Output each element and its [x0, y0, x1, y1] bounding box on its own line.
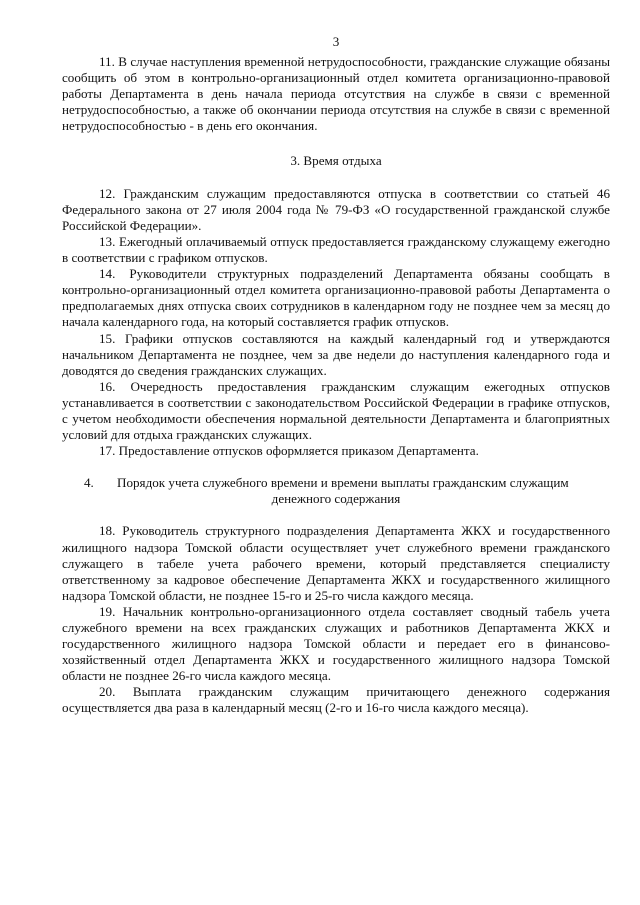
section-3-heading: 3. Время отдыха [290, 152, 382, 168]
paragraph-20: 20. Выплата гражданским служащим причитающего денежного содержания осуществляется два раза в календарный месяц (2-го и 16-го числа каждого месяца). [62, 684, 610, 716]
section-4-title-line2: денежного содержания [271, 491, 401, 507]
paragraph-14-number: 14. [99, 266, 116, 282]
paragraph-14 [62, 266, 610, 330]
page-number: 3 [332, 34, 340, 49]
paragraph-16: 16. Очередность предоставления гражданским служащим ежегодных отпусков устанавливается в соответствии с законодательством Российской Федерации в графике отпусков, с учетом необходимости обеспечения нормальной деятельности Департамента и благоприятных условий для отдыха гражданских служащих. [62, 378, 610, 443]
paragraph-12: 12. Гражданским служащим предоставляются отпуска в соответствии со статьей 46 Федерального закона от 27 июля 2004 года № 79-ФЗ «О государственной гражданской службе Российской Федерации». [62, 185, 610, 233]
paragraph-19: 19. Начальник контрольно-организационного отдела составляет сводный табель учета служебного времени на всех гражданских служащих и работников Департамента ЖКХ и государственного жилищного надзора Томской области и передает его в финансово-хозяйственный отдел Департамента ЖКХ и государственного жилищного надзора Томской области не позднее 26-го числа каждого месяца. [62, 603, 610, 684]
paragraph-18: 18. Руководитель структурного подразделения Департамента ЖКХ и государственного жилищного надзора Томской области осуществляет учет служебного времени гражданского служащего в табеле учета рабочего времени, который представляется специалисту ответственному за кадровое обеспечение Департамента ЖКХ и государственного жилищного надзора Томской области, не позднее 15-го и 25-го числа каждого месяца. [62, 523, 610, 603]
paragraph-15: 15. Графики отпусков составляются на каждый календарный год и утверждаются начальником Департамента не позднее, чем за две недели до наступления календарного года и доводятся до сведения гражданских служащих. [62, 330, 610, 378]
section-4-heading [62, 475, 610, 507]
section-4-heading-line1 [62, 475, 610, 491]
paragraph-14-text: Руководители структурных подразделений Департамента обязаны сообщать в контрольно-организационный отдел комитета организационно-правовой работы Департамента о предполагаемых днях отпуска своих сотрудников в календарном году не позднее чем за месяц до начала календарного года, на который составляется график отпусков. [62, 266, 610, 330]
paragraph-13: 13. Ежегодный оплачиваемый отпуск предоставляется гражданскому служащему ежегодно в соответствии с графиком отпусков. [62, 233, 610, 266]
paragraph-11: 11. В случае наступления временной нетрудоспособности, гражданские служащие обязаны сообщить об этом в контрольно-организационный отдел комитета организационно-правовой работы Департамента в день начала периода отсутствия на службе в связи с временной нетрудоспособностью, а также об окончании периода отсутствия на службе в связи с временной нетрудоспособностью - в день его окончания. [62, 54, 610, 134]
section-4-number: 4. [84, 475, 94, 491]
paragraph-17: 17. Предоставление отпусков оформляется приказом Департамента. [99, 443, 479, 459]
section-4-title-line1: Порядок учета служебного времени и времени выплаты гражданским служащим [117, 475, 569, 491]
document-page [62, 34, 610, 717]
